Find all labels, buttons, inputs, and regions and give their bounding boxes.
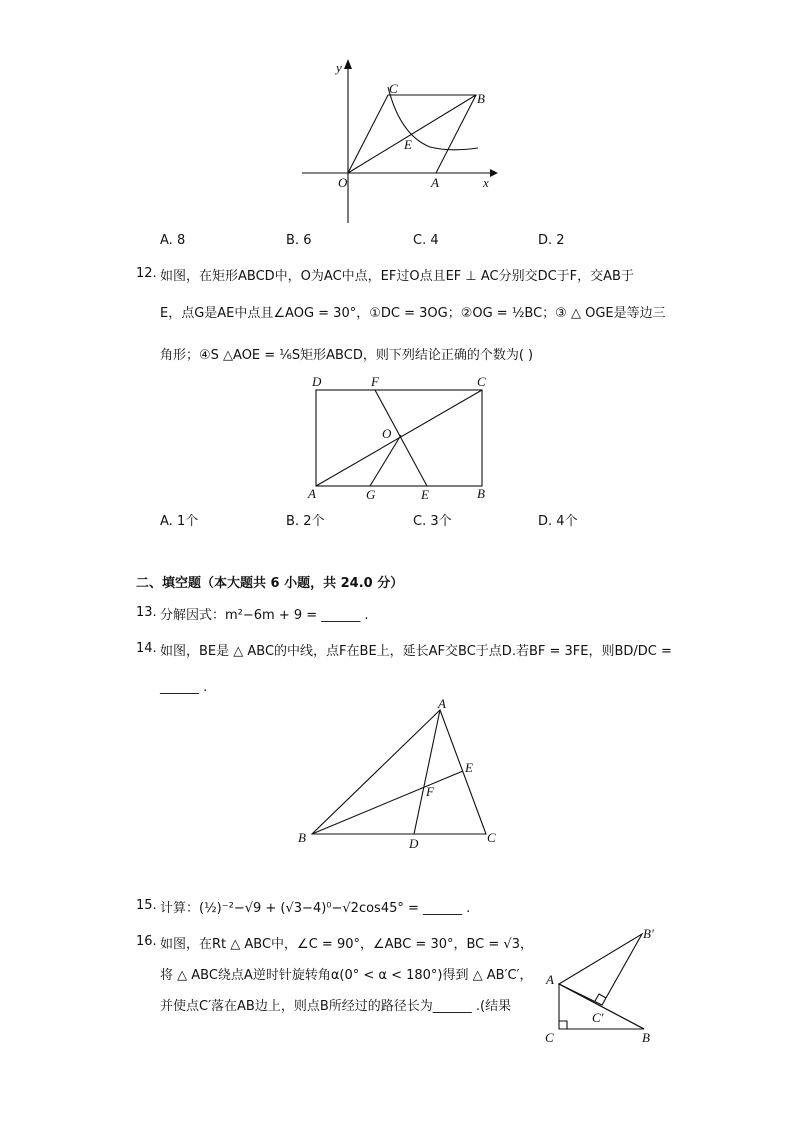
label-b: B: [477, 486, 485, 501]
q11-option-c: C. 4: [413, 233, 439, 248]
q12-number: 12.: [136, 266, 157, 281]
q12-line2: E，点G是AE中点且∠AOG = 30°，①DC = 3OG；②OG = ½BC；③ △ OGE是等边三: [160, 306, 666, 321]
diagonal-ob: [348, 95, 476, 173]
label-c: C: [545, 1030, 554, 1045]
q11-option-b: B. 6: [286, 233, 312, 248]
q11-option-a: A. 8: [160, 233, 186, 248]
q15-number: 15.: [136, 898, 157, 913]
label-e: E: [404, 137, 412, 152]
label-a: A: [308, 486, 316, 501]
label-c: C: [477, 374, 486, 389]
label-g: G: [366, 487, 376, 502]
label-b-prime: B′: [643, 926, 654, 941]
q12-line1: 如图，在矩形ABCD中，O为AC中点，EF过O点且EF ⊥ AC分别交DC于F，交AB于: [160, 269, 634, 284]
y-axis-arrow: [344, 59, 352, 69]
segment-og: [370, 435, 401, 486]
label-c: C: [389, 81, 398, 96]
figure-q14: [292, 696, 512, 855]
q12-option-c: C. 3个: [413, 514, 452, 529]
figure-q16: [540, 922, 670, 1047]
label-a: A: [438, 696, 446, 711]
label-b: B: [298, 830, 306, 845]
q16-line1: 如图，在Rt △ ABC中，∠C = 90°，∠ABC = 30°，BC = √3，: [160, 937, 533, 952]
segment-ad: [414, 710, 440, 834]
q16-line2: 将 △ ABC绕点A逆时针旋转角α(0° < α < 180°)得到 △ AB′C′，: [160, 968, 533, 983]
label-f: F: [426, 784, 434, 799]
q11-option-d: D. 2: [538, 233, 565, 248]
right-angle-mark-c: [559, 1021, 567, 1029]
q16-line3: 并使点C′落在AB边上，则点B所经过的路径长为______ .(结果: [160, 999, 512, 1014]
label-e: E: [421, 487, 429, 502]
label-x: x: [483, 175, 489, 190]
q15-text: 计算：(½)⁻²−√9 + (√3−4)⁰−√2cos45° = ______ .: [160, 901, 471, 916]
x-axis-arrow: [490, 169, 498, 177]
label-o: O: [382, 426, 392, 441]
section-heading: 二、填空题（本大题共 6 小题，共 24.0 分）: [136, 576, 404, 591]
q14-number: 14.: [136, 641, 157, 656]
figure-q12: [300, 372, 500, 502]
label-e: E: [465, 760, 473, 775]
figure-q11: [290, 55, 510, 230]
label-a: A: [431, 175, 439, 190]
q14-line2: ______ .: [160, 680, 208, 695]
label-y: y: [336, 60, 342, 75]
q16-number: 16.: [136, 934, 157, 949]
q12-option-a: A. 1个: [160, 514, 199, 529]
median-be: [312, 771, 463, 834]
label-b: B: [642, 1030, 650, 1045]
label-a: A: [546, 972, 554, 987]
q13-text: 分解因式：m²−6m + 9 = ______ .: [160, 608, 369, 623]
label-c: C: [487, 830, 496, 845]
label-f: F: [371, 374, 379, 389]
q12-option-b: B. 2个: [286, 514, 325, 529]
q13-number: 13.: [136, 605, 157, 620]
label-d: D: [312, 374, 322, 389]
label-c-prime: C′: [592, 1010, 604, 1025]
q12-line3: 角形；④S △AOE = ⅙S矩形ABCD，则下列结论正确的个数为( ): [160, 348, 534, 363]
label-b: B: [477, 91, 485, 106]
q12-option-d: D. 4个: [538, 514, 578, 529]
q14-line1: 如图，BE是 △ ABC的中线，点F在BE上，延长AF交BC于点D.若BF = 3FE，则BD/DC =: [160, 644, 672, 659]
label-o: O: [338, 175, 348, 190]
label-d: D: [409, 836, 419, 851]
